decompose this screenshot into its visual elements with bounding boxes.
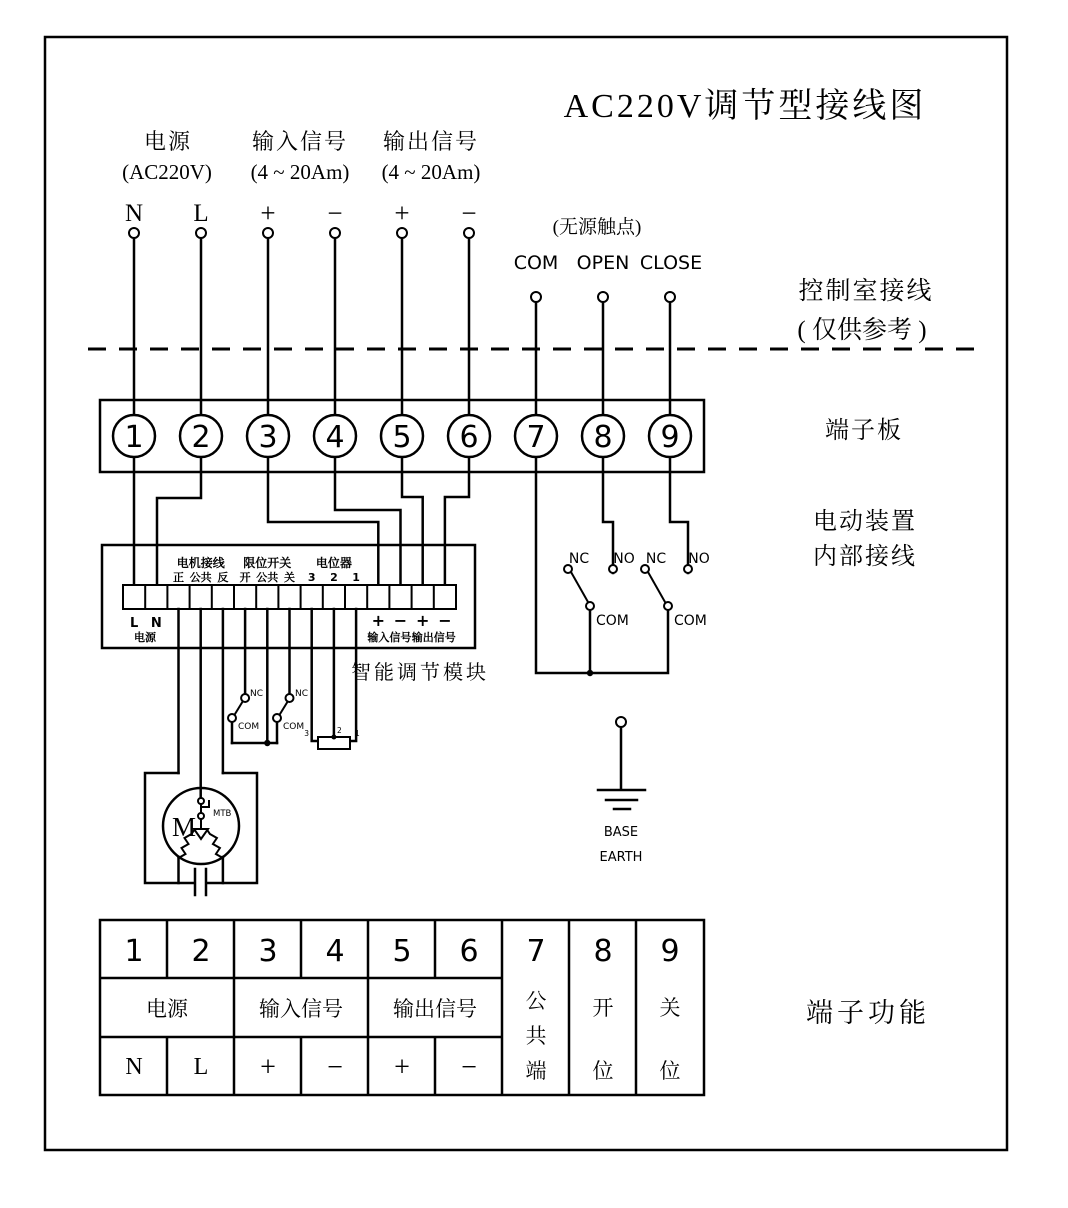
output-group-sub: (4 ~ 20Am) [381, 160, 481, 184]
limit-switch-open [228, 689, 263, 743]
module-output-signal-label: 输出信号 [411, 631, 456, 644]
svg-text:2: 2 [191, 934, 211, 969]
svg-text:−: − [393, 611, 408, 630]
svg-text:3: 3 [258, 934, 278, 969]
svg-text:共: 共 [525, 1024, 547, 1048]
svg-text:开: 开 [239, 571, 251, 584]
page-title: AC220V调节型接线图 [563, 88, 927, 125]
output-plus: + [394, 198, 410, 228]
limit-close-nc-label: NC [295, 689, 309, 699]
power-group-sub: (AC220V) [122, 160, 212, 184]
limit-open-com-label: COM [238, 722, 260, 732]
dry-contact-note: (无源触点) [552, 217, 642, 238]
motor-winding-right [208, 831, 223, 858]
svg-text:电机接线: 电机接线 [176, 556, 225, 570]
svg-text:7: 7 [526, 934, 546, 969]
relay-open-nc-label: NC [568, 551, 590, 567]
svg-text:反: 反 [217, 571, 229, 584]
module-terminal-strip [123, 585, 456, 609]
svg-text:+: + [260, 1052, 276, 1083]
wire-9-close [670, 457, 688, 573]
svg-text:9: 9 [660, 934, 680, 969]
module-pin-labels [173, 570, 360, 584]
module-power-pin-l: L [129, 616, 139, 631]
svg-text:6: 6 [459, 420, 479, 455]
svg-text:公共: 公共 [256, 571, 279, 584]
pot-label-1: 1 [355, 729, 360, 738]
svg-text:端: 端 [525, 1059, 547, 1083]
earth-label-earth: EARTH [599, 850, 643, 865]
table-group-row [146, 997, 477, 1021]
contact-close-label: CLOSE [639, 252, 703, 274]
svg-text:电源: 电源 [146, 997, 188, 1021]
svg-text:电位器: 电位器 [315, 556, 352, 570]
svg-text:L: L [193, 1054, 209, 1080]
input-group-sub: (4 ~ 20Am) [250, 160, 350, 184]
relay-close [641, 551, 710, 629]
svg-text:正: 正 [173, 571, 184, 584]
relay-close-no-label: NO [688, 551, 710, 567]
motor-mtb-label: MTB [213, 809, 232, 819]
module-power-pin-n: N [150, 616, 162, 631]
svg-text:−: − [438, 611, 452, 630]
pot-label-3: 3 [304, 729, 309, 738]
relay-close-com-label: COM [674, 613, 707, 629]
wire-5-output-plus [402, 457, 423, 585]
input-plus: + [260, 198, 276, 228]
output-minus: − [461, 198, 477, 228]
limit-open-nc-label: NC [250, 689, 264, 699]
control-room-note-1: 控制室接线 [798, 278, 934, 305]
module-signal-pins [372, 611, 452, 630]
svg-text:公共: 公共 [189, 571, 212, 584]
svg-text:5: 5 [392, 420, 412, 455]
input-minus: − [327, 198, 343, 228]
svg-text:−: − [461, 1052, 477, 1083]
svg-text:关: 关 [284, 571, 295, 584]
svg-text:1: 1 [124, 420, 144, 455]
svg-text:输入信号: 输入信号 [259, 997, 343, 1021]
control-room-note-2: ( 仅供参考 ) [797, 317, 927, 344]
pot-label-2: 2 [337, 726, 342, 735]
motor-winding-apex [194, 829, 208, 839]
earth-symbol [598, 717, 645, 865]
terminal-board-label: 端子板 [825, 418, 903, 444]
svg-text:7: 7 [526, 420, 546, 455]
table-number-row [124, 934, 679, 969]
svg-text:N: N [125, 1054, 143, 1080]
svg-text:位: 位 [592, 1059, 614, 1083]
svg-text:9: 9 [660, 420, 680, 455]
relay-open-no-label: NO [613, 551, 635, 567]
input-group-label: 输入信号 [251, 129, 349, 154]
pot-wire-3 [312, 609, 318, 741]
svg-text:8: 8 [593, 934, 613, 969]
limit-close-com-label: COM [283, 722, 305, 732]
relay-close-nc-label: NC [645, 551, 667, 567]
limit-switch-close [273, 689, 308, 743]
terminal-board-numbers [124, 420, 679, 455]
internal-wiring-note-2: 内部接线 [813, 544, 917, 570]
svg-text:+: + [415, 611, 430, 630]
svg-text:2: 2 [330, 571, 338, 584]
terminal-letter-l: L [193, 200, 209, 227]
svg-text:位: 位 [659, 1059, 681, 1083]
contact-open-label: OPEN [576, 252, 630, 274]
svg-text:5: 5 [392, 934, 412, 969]
svg-text:1: 1 [124, 934, 144, 969]
svg-text:6: 6 [459, 934, 479, 969]
internal-wiring-note-1: 电动装置 [813, 509, 917, 535]
motor-m-label: M [171, 812, 197, 842]
earth-label-base: BASE [603, 825, 639, 840]
svg-text:输出信号: 输出信号 [393, 997, 477, 1021]
wire-6-output-minus [445, 457, 469, 585]
svg-text:3: 3 [258, 420, 278, 455]
svg-text:关: 关 [659, 996, 681, 1020]
terminal-function-table [100, 920, 704, 1095]
table-vertical-cells [526, 989, 681, 1083]
svg-text:2: 2 [191, 420, 211, 455]
terminal-function-label: 端子功能 [806, 998, 930, 1028]
module-group-labels [177, 555, 352, 570]
terminal-letter-n: N [124, 200, 144, 227]
svg-text:8: 8 [593, 420, 613, 455]
module-input-signal-label: 输入信号 [367, 631, 412, 644]
svg-text:+: + [394, 1052, 410, 1083]
svg-text:1: 1 [352, 571, 360, 584]
svg-text:开: 开 [592, 996, 614, 1020]
svg-text:3: 3 [307, 571, 316, 584]
contact-com-label: COM [513, 252, 559, 274]
svg-text:4: 4 [325, 934, 345, 969]
contact-wires [536, 302, 670, 415]
module-power-label: 电源 [134, 631, 156, 644]
limit-rail-junction [264, 740, 270, 746]
relay-open [564, 551, 635, 673]
svg-text:限位开关: 限位开关 [243, 556, 292, 570]
wire-8-open [603, 457, 613, 573]
output-group-label: 输出信号 [382, 129, 480, 154]
relay-rail-junction [587, 670, 593, 676]
svg-text:−: − [327, 1052, 343, 1083]
relay-open-com-label: COM [596, 613, 629, 629]
module-label: 智能调节模块 [351, 662, 489, 684]
svg-text:+: + [371, 611, 386, 630]
top-terminal-wires [134, 238, 469, 415]
svg-text:公: 公 [525, 989, 547, 1013]
svg-text:4: 4 [325, 420, 345, 455]
power-group-label: 电源 [143, 129, 193, 154]
